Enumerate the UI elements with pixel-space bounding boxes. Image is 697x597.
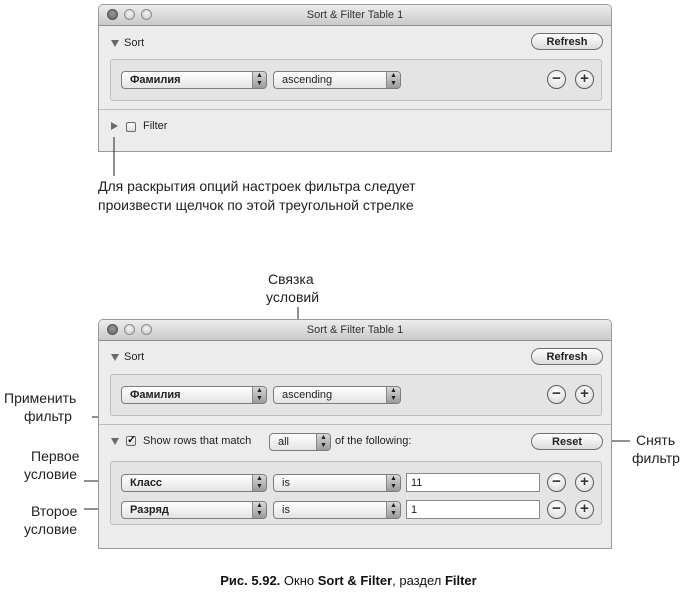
select-arrows-icon: ▲ ▼ — [316, 434, 330, 450]
caption-text2: , раздел — [392, 573, 445, 588]
sort-order-value: ascending — [282, 74, 333, 86]
condition-1-field-select[interactable] — [121, 474, 267, 492]
callout-apply-line2: фильтр — [24, 408, 72, 424]
annotation-top-line2: произвести щелчок по этой треугольной стрелке — [98, 197, 414, 213]
annotation-top-line1: Для раскрытия опций настроек фильтра следует — [98, 178, 416, 194]
condition-2-operator-value: is — [282, 504, 290, 516]
sort-order-select[interactable] — [273, 386, 401, 404]
callout-apply-line1: Применить — [4, 390, 77, 406]
add-condition-2-button[interactable]: + — [575, 500, 594, 519]
of-following-label: of the following: — [335, 435, 412, 447]
condition-1-field-value: Класс — [130, 477, 163, 489]
filter-section-label: Filter — [143, 120, 168, 132]
select-arrows-icon: ▲ ▼ — [386, 387, 400, 403]
caption-bold1: Sort & Filter — [317, 573, 393, 588]
figure-caption — [0, 573, 697, 588]
sort-order-value: ascending — [282, 389, 333, 401]
select-arrows-icon: ▲ ▼ — [386, 502, 400, 518]
zoom-window-button[interactable] — [141, 324, 152, 335]
add-sort-button[interactable]: + — [575, 385, 594, 404]
window-title: Sort & Filter Table 1 — [306, 9, 404, 21]
callout-link-line2: условий — [266, 289, 320, 305]
callout-second-line1: Второе — [31, 503, 78, 519]
window-titlebar — [99, 320, 611, 341]
refresh-button[interactable]: Refresh — [531, 348, 603, 365]
reset-filter-button[interactable]: Reset — [531, 433, 603, 450]
condition-1-operator-value: is — [282, 477, 290, 489]
add-condition-1-button[interactable]: + — [575, 473, 594, 492]
condition-2-value-input[interactable]: 1 — [406, 500, 540, 519]
remove-sort-button[interactable]: − — [547, 385, 566, 404]
sort-section-label: Sort — [124, 351, 145, 363]
condition-2-field-value: Разряд — [130, 504, 169, 516]
add-sort-button[interactable]: + — [575, 70, 594, 89]
condition-2-operator-select[interactable] — [273, 501, 401, 519]
caption-bold2: Filter — [444, 573, 477, 588]
condition-1-value-input[interactable]: 11 — [406, 473, 540, 492]
select-arrows-icon: ▲ ▼ — [252, 502, 266, 518]
sort-field-value: Фамилия — [130, 74, 181, 86]
select-arrows-icon: ▲ ▼ — [252, 387, 266, 403]
condition-1-operator-select[interactable] — [273, 474, 401, 492]
close-window-button[interactable] — [107, 324, 118, 335]
minimize-window-button[interactable] — [124, 324, 135, 335]
callout-first-line1: Первое — [31, 448, 80, 464]
sort-filter-window-expanded — [98, 319, 612, 549]
select-arrows-icon: ▲ ▼ — [252, 475, 266, 491]
callout-second-line2: условие — [24, 521, 77, 537]
sort-disclosure-triangle[interactable] — [111, 354, 119, 361]
window-title: Sort & Filter Table 1 — [306, 324, 404, 336]
callout-remove-line1: Снять — [636, 432, 676, 448]
filter-disclosure-triangle[interactable] — [111, 438, 119, 445]
select-arrows-icon: ▲ ▼ — [386, 475, 400, 491]
sort-criteria-box — [110, 374, 602, 416]
sort-field-select[interactable] — [121, 386, 267, 404]
caption-prefix: Рис. 5.92. — [220, 573, 281, 588]
sort-field-value: Фамилия — [130, 389, 181, 401]
remove-condition-1-button[interactable]: − — [547, 473, 566, 492]
select-arrows-icon: ▲ ▼ — [386, 72, 400, 88]
filter-conditions-box — [110, 461, 602, 525]
callout-remove-line2: фильтр — [632, 450, 680, 466]
sort-section-label: Sort — [124, 37, 145, 49]
match-mode-value: all — [278, 436, 290, 448]
show-rows-label: Show rows that match — [143, 435, 252, 447]
callout-first-line2: условие — [24, 466, 77, 482]
section-divider — [99, 424, 611, 425]
filter-checkbox[interactable]: ✓ — [127, 434, 137, 446]
remove-sort-button[interactable]: − — [547, 70, 566, 89]
condition-2-field-select[interactable] — [121, 501, 267, 519]
refresh-button[interactable]: Refresh — [531, 33, 603, 50]
callout-link-line1: Связка — [268, 271, 314, 287]
caption-text1: Окно — [280, 573, 318, 588]
match-mode-select[interactable] — [269, 433, 331, 451]
select-arrows-icon: ▲ ▼ — [252, 72, 266, 88]
remove-condition-2-button[interactable]: − — [547, 500, 566, 519]
